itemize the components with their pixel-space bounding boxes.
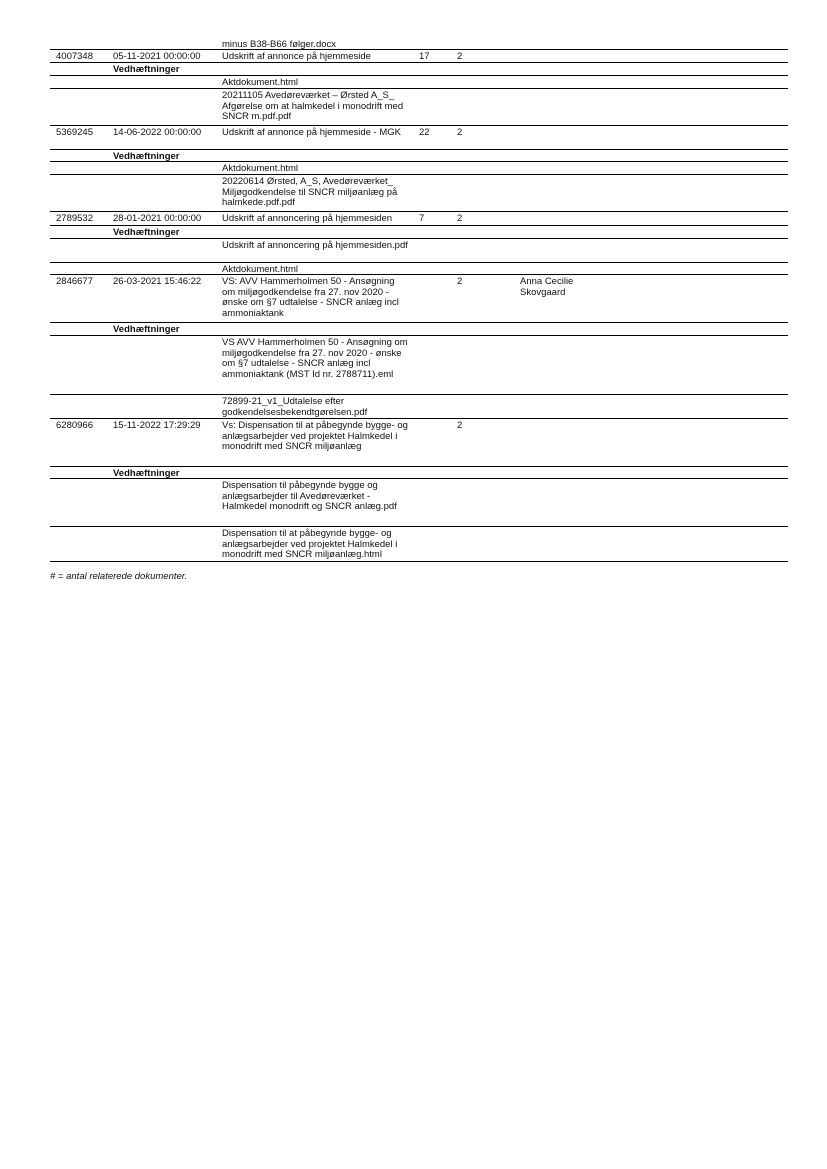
attachment-row bbox=[50, 263, 788, 275]
related-count: 17 bbox=[419, 51, 430, 62]
attachments-label: Vedhæftninger bbox=[113, 227, 180, 238]
attachment-row bbox=[50, 175, 788, 212]
attachment-count: 2 bbox=[457, 213, 463, 224]
attachment-row bbox=[50, 336, 788, 395]
document-title: VS: AVV Hammerholmen 50 - Ansøgning om miljøgodkendelse fra 27. nov 2020 - ønske om §7 udtalelse - SNCR anlæg incl ammoniaktank bbox=[222, 276, 399, 319]
attachments-label: Vedhæftninger bbox=[113, 324, 180, 335]
attachment-title: Aktdokument.html bbox=[222, 264, 299, 275]
attachments-header-row bbox=[50, 226, 788, 239]
attachment-row bbox=[50, 395, 788, 419]
related-count: 22 bbox=[419, 127, 430, 138]
attachment-title: 20211105 Avedøreværket – Ørsted A_S_ Afgørelse om at halmkedel i monodrift med SNCR m.pdf.pdf bbox=[222, 90, 404, 122]
related-count: 7 bbox=[419, 213, 425, 224]
attachment-row bbox=[50, 38, 788, 50]
document-date: 28-01-2021 00:00:00 bbox=[113, 213, 202, 224]
attachments-header-row bbox=[50, 63, 788, 76]
document-id: 5369245 bbox=[56, 127, 93, 138]
attachment-title: Dispensation til påbegynde bygge og anlægsarbejder til Avedøreværket - Halmkedel monodrift og SNCR anlæg.pdf bbox=[222, 480, 397, 512]
attachment-count: 2 bbox=[457, 420, 463, 431]
attachments-label: Vedhæftninger bbox=[113, 64, 180, 75]
attachment-title: VS AVV Hammerholmen 50 - Ansøgning om miljøgodkendelse fra 27. nov 2020 - ønske om §7 udtalelse - SNCR anlæg incl ammoniaktank (MST Id nr. 2788711).eml bbox=[222, 337, 408, 380]
attachment-title: Dispensation til at påbegynde bygge- og anlægsarbejder ved projektet Halmkedel i monodrift med SNCR miljøanlæg.html bbox=[222, 528, 398, 560]
document-owner: Anna Cecilie Skovgaard bbox=[520, 276, 574, 298]
document-row bbox=[50, 50, 788, 63]
document-id: 2846677 bbox=[56, 276, 93, 287]
attachments-header-row bbox=[50, 467, 788, 479]
document-date: 14-06-2022 00:00:00 bbox=[113, 127, 202, 138]
attachment-title: Aktdokument.html bbox=[222, 77, 299, 88]
document-row bbox=[50, 275, 788, 323]
document-date: 26-03-2021 15:46:22 bbox=[113, 276, 202, 287]
attachment-title: minus B38-B66 følger.docx bbox=[222, 39, 337, 50]
attachments-header-row bbox=[50, 323, 788, 336]
document-row bbox=[50, 419, 788, 467]
attachment-title: 72899-21_v1_Udtalelse efter godkendelsesbekendtgørelsen.pdf bbox=[222, 396, 368, 418]
document-title: Udskrift af annoncering på hjemmesiden bbox=[222, 213, 393, 224]
document-title: Udskrift af annonce på hjemmeside - MGK bbox=[222, 127, 401, 138]
document-id: 2789532 bbox=[56, 213, 93, 224]
attachment-row bbox=[50, 162, 788, 175]
attachment-title: Aktdokument.html bbox=[222, 163, 299, 174]
attachment-title: 20220614 Ørsted, A_S, Avedøreværket_ Miljøgodkendelse til SNCR miljøanlæg på halmkede.pdf.pdf bbox=[222, 176, 398, 208]
attachments-label: Vedhæftninger bbox=[113, 468, 180, 479]
document-date: 15-11-2022 17:29:29 bbox=[113, 420, 201, 431]
attachment-row bbox=[50, 239, 788, 263]
attachment-count: 2 bbox=[457, 127, 463, 138]
document-row bbox=[50, 212, 788, 226]
attachments-header-row bbox=[50, 150, 788, 162]
attachment-row bbox=[50, 479, 788, 527]
document-title: Vs: Dispensation til at påbegynde bygge- og anlægsarbejder ved projektet Halmkedel i monodrift med SNCR miljøanlæg bbox=[222, 420, 408, 452]
document-id: 6280966 bbox=[56, 420, 93, 431]
document-date: 05-11-2021 00:00:00 bbox=[113, 51, 201, 62]
attachment-count: 2 bbox=[457, 51, 463, 62]
attachment-row bbox=[50, 76, 788, 89]
attachment-title: Udskrift af annoncering på hjemmesiden.pdf bbox=[222, 240, 408, 251]
attachment-row bbox=[50, 527, 788, 562]
attachments-label: Vedhæftninger bbox=[113, 151, 180, 162]
attachment-row bbox=[50, 89, 788, 126]
document-title: Udskrift af annonce på hjemmeside bbox=[222, 51, 371, 62]
footnote: # = antal relaterede dokumenter. bbox=[50, 571, 188, 582]
document-id: 4007348 bbox=[56, 51, 93, 62]
document-row bbox=[50, 126, 788, 150]
attachment-count: 2 bbox=[457, 276, 463, 287]
document-table bbox=[50, 38, 788, 562]
